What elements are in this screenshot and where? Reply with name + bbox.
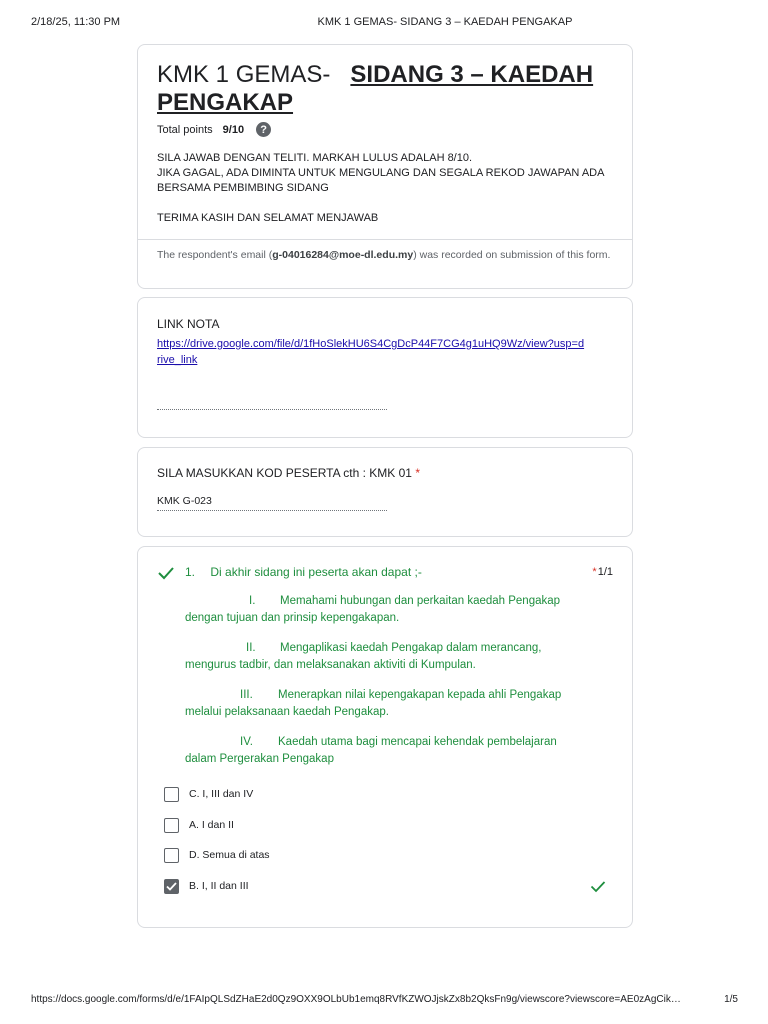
link-nota-label: LINK NOTA (157, 317, 220, 331)
checkbox[interactable] (164, 818, 179, 833)
form-header-card (137, 44, 633, 289)
answer-underline (157, 510, 387, 511)
description-line: JIKA GAGAL, ADA DIMINTA UNTUK MENGULANG DAN SEGALA REKOD JAWAPAN ADA BERSAMA PEMBIMBING SIDANG (157, 167, 604, 194)
divider (138, 239, 632, 240)
correct-check-icon (157, 566, 175, 580)
total-points (157, 122, 271, 137)
form-title-bold: SIDANG 3 – KAEDAH PENGAKAP (157, 61, 594, 116)
checkbox[interactable] (164, 787, 179, 802)
kod-peserta-card (137, 447, 633, 537)
option-d[interactable] (164, 847, 270, 863)
print-doc-title: KMK 1 GEMAS- SIDANG 3 – KAEDAH PENGAKAP (317, 16, 573, 28)
respondent-email: g-04016284@moe-dl.edu.my (272, 249, 414, 261)
option-c[interactable] (164, 786, 253, 802)
total-points-label: Total points (157, 123, 213, 136)
page-number: 1/5 (724, 994, 738, 1005)
statement-4: IV. Kaedah utama bagi mencapai kehendak pembelajaran dalam Pergerakan Pengakap (185, 736, 557, 765)
print-datetime: 2/18/25, 11:30 PM (31, 16, 121, 28)
answer-underline (157, 409, 387, 410)
drive-link[interactable]: https://drive.google.com/file/d/1fHoSlekHU6S4CgDcP44F7CG4g1uHQ9Wz/view?usp=drive_link (157, 338, 585, 366)
option-b[interactable] (164, 878, 249, 894)
question-card-1 (137, 546, 633, 928)
form-title (157, 61, 617, 117)
statement-3: III. Menerapkan nilai kepengakapan kepada ahli Pengakap melalui pelaksanaan kaedah Pengakap. (185, 689, 562, 718)
form-description (157, 151, 617, 226)
option-a[interactable] (164, 817, 234, 833)
checkbox-checked[interactable] (164, 879, 179, 894)
description-line: SILA JAWAB DENGAN TELITI. MARKAH LULUS ADALAH 8/10. (157, 152, 473, 164)
print-footer-url: https://docs.google.com/forms/d/e/1FAIpQLSdZHaE2d0Qz9OXX9OLbUb1emq8RVfKZWOJjskZx8b2QksFn9g/viewscore?viewscore=AE0zAgCik… (31, 994, 681, 1005)
correct-answer-check-icon (590, 880, 606, 893)
question-title (185, 565, 422, 579)
form-title-prefix: KMK 1 GEMAS- (157, 61, 331, 88)
option-label: B. I, II dan III (189, 880, 249, 892)
description-line: TERIMA KASIH DAN SELAMAT MENJAWAB (157, 212, 379, 224)
statement-1: I. Memahami hubungan dan perkaitan kaedah Pengakap dengan tujuan dan prinsip kepengakapan. (185, 595, 561, 624)
question-score: *1/1 (592, 566, 613, 578)
print-header (0, 16, 768, 32)
total-points-value: 9/10 (222, 123, 245, 136)
option-label: A. I dan II (189, 819, 234, 831)
required-mark: * (415, 466, 420, 480)
help-circle-icon[interactable]: ? (256, 122, 271, 137)
option-label: D. Semua di atas (189, 849, 270, 861)
kod-peserta-label: SILA MASUKKAN KOD PESERTA cth : KMK 01 * (157, 466, 420, 480)
link-nota-card (137, 297, 633, 438)
email-recorded-note: The respondent's email (g-04016284@moe-dl.edu.my) was recorded on submission of this form. (157, 249, 611, 261)
option-label: C. I, III dan IV (189, 788, 254, 800)
checkmark-icon (166, 882, 177, 891)
statement-2: II. Mengaplikasi kaedah Pengakap dalam merancang, mengurus tadbir, dan melaksanakan aktiviti di Kumpulan. (185, 642, 542, 671)
kod-peserta-answer: KMK G-023 (157, 495, 212, 507)
question-text: Di akhir sidang ini peserta akan dapat ;- (210, 565, 422, 579)
question-number: 1. (185, 565, 196, 579)
checkbox[interactable] (164, 848, 179, 863)
